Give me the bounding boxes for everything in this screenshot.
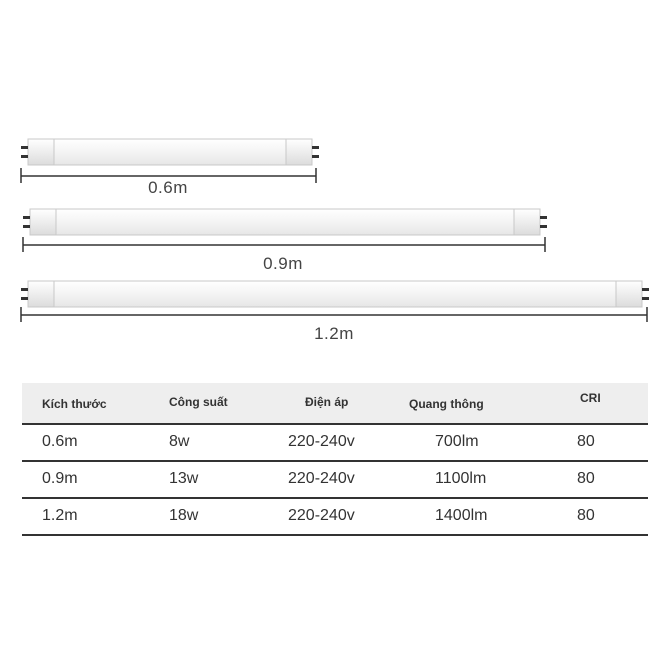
cell-voltage: 220-240v — [288, 507, 355, 524]
header-size: Kích thước — [42, 397, 107, 411]
tube-label-0-6m: 0.6m — [148, 178, 188, 197]
cell-size: 1.2m — [42, 507, 78, 524]
dimension-line-0-9m — [23, 237, 545, 252]
cell-voltage: 220-240v — [288, 433, 355, 450]
tube-label-1-2m: 1.2m — [314, 324, 354, 343]
cell-power: 8w — [169, 433, 190, 450]
header-voltage: Điện áp — [305, 395, 349, 409]
cell-luminous-flux: 700lm — [435, 433, 479, 450]
cell-size: 0.6m — [42, 433, 78, 450]
dimension-line-1-2m — [21, 307, 647, 322]
tube-label-0-9m: 0.9m — [263, 254, 303, 273]
spec-table — [22, 383, 648, 536]
table-row — [22, 462, 648, 499]
cell-cri: 80 — [577, 433, 595, 450]
cell-cri: 80 — [577, 470, 595, 487]
header-luminous-flux: Quang thông — [409, 397, 484, 411]
tube-1-2m — [21, 281, 649, 307]
cell-power: 13w — [169, 470, 199, 487]
cell-cri: 80 — [577, 507, 595, 524]
cell-luminous-flux: 1400lm — [435, 507, 488, 524]
header-power: Công suất — [169, 395, 228, 409]
header-cri: CRI — [580, 391, 601, 405]
table-header — [22, 383, 648, 423]
table-row — [22, 499, 648, 536]
tube-0-9m — [23, 209, 547, 235]
cell-power: 18w — [169, 507, 199, 524]
cell-voltage: 220-240v — [288, 470, 355, 487]
tube-0-6m — [21, 139, 319, 165]
cell-luminous-flux: 1100lm — [435, 470, 487, 487]
cell-size: 0.9m — [42, 470, 78, 487]
table-row — [22, 423, 648, 462]
